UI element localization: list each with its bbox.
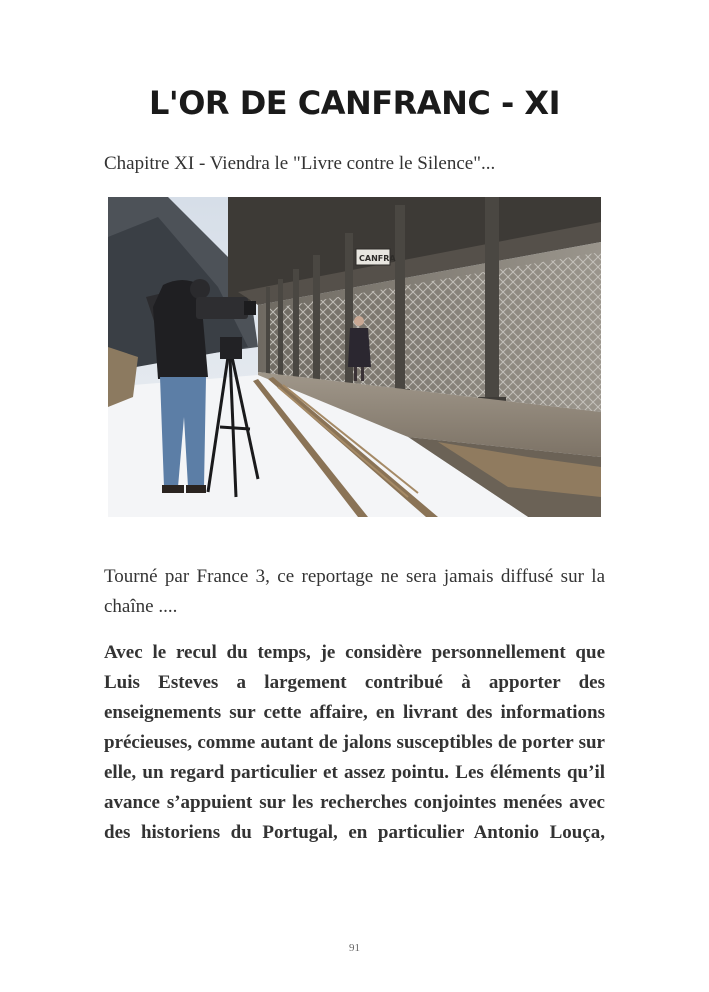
station-sign-text: CANFRA: [359, 254, 396, 263]
page-title: L'OR DE CANFRANC - XI: [149, 84, 560, 122]
chapter-subtitle: Chapitre XI - Viendra le "Livre contre le Silence"...: [104, 153, 496, 174]
page-number: 91: [349, 942, 360, 954]
paragraph-body: Avec le recul du temps, je considère personnellement que Luis Esteves a largement contribué à apporter des enseignements sur cette affaire, en livrant des informations précieuses, comme autant de jalons susceptibles de porter sur elle, un regard particulier et assez pointu. Les éléments qu’il avance s’appuient sur les recherches conjointes menées avec des historiens du Portugal, en particulier Antonio Louça,: [104, 642, 605, 843]
paragraph-intro: Tourné par France 3, ce reportage ne sera jamais diffusé sur la chaîne ....: [104, 566, 605, 617]
station-photo: [108, 197, 601, 517]
